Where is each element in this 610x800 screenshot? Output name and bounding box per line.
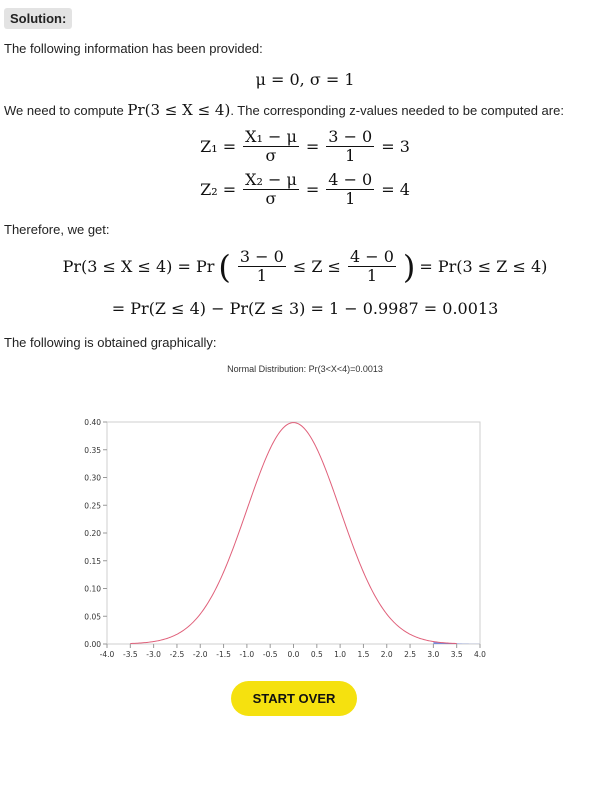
z2-equation xyxy=(0,171,610,208)
eq1-numerator-a: 3 − 0 xyxy=(239,247,284,266)
z2-result: = 4 xyxy=(381,180,410,199)
y-tick-label: 0.05 xyxy=(84,612,101,622)
solution-label: Solution: xyxy=(4,8,72,29)
x-tick-label: 1.5 xyxy=(357,650,370,659)
chart-title: Normal Distribution: Pr(3<X<4)=0.0013 xyxy=(227,364,383,374)
x-tick-label: 2.5 xyxy=(404,650,417,659)
eq1-numerator-b: 4 − 0 xyxy=(349,247,394,266)
z2-numerator-numeric: 4 − 0 xyxy=(328,170,373,189)
open-paren: ( xyxy=(218,247,231,286)
y-axis-ticks xyxy=(84,418,107,649)
eq1-fraction-a xyxy=(238,248,286,285)
equals-sign: = xyxy=(305,137,320,156)
x-tick-label: -0.5 xyxy=(262,650,278,659)
probability-equation-2: = Pr(Z ≤ 4) − Pr(Z ≤ 3) = 1 − 0.9987 = 0.0013 xyxy=(111,299,499,318)
x-tick-label: 3.5 xyxy=(450,650,463,659)
compute-line xyxy=(4,101,564,119)
compute-prefix: We need to compute xyxy=(4,103,124,118)
x-tick-label: -2.0 xyxy=(192,650,208,659)
x-tick-label: 0.0 xyxy=(287,650,300,659)
z2-numerator-symbolic: X₂ − μ xyxy=(245,170,297,189)
y-tick-label: 0.15 xyxy=(84,556,101,566)
x-tick-label: -1.0 xyxy=(239,650,255,659)
x-tick-label: -4.0 xyxy=(99,650,115,659)
z1-fraction-symbolic xyxy=(243,128,299,165)
y-tick-label: 0.20 xyxy=(84,529,101,538)
y-tick-label: 0.35 xyxy=(84,445,101,455)
z1-numerator-symbolic: X₁ − μ xyxy=(245,127,297,146)
x-tick-label: -3.5 xyxy=(122,650,138,659)
eq1-fraction-b xyxy=(348,248,396,285)
x-tick-label: -1.5 xyxy=(216,650,231,659)
y-tick-label: 0.25 xyxy=(84,501,101,511)
y-tick-label: 0.40 xyxy=(84,418,101,427)
x-tick-label: 4.0 xyxy=(474,650,486,659)
eq1-denominator-b: 1 xyxy=(366,266,377,285)
x-tick-label: -2.5 xyxy=(169,650,185,659)
z2-lhs: Z₂ = xyxy=(200,180,237,199)
normal-curve-line xyxy=(130,423,456,644)
eq1-middle: ≤ Z ≤ xyxy=(292,257,341,276)
compute-expression: Pr(3 ≤ X ≤ 4) xyxy=(127,101,231,119)
eq1-denominator-a: 1 xyxy=(256,266,267,285)
z1-result: = 3 xyxy=(381,137,410,156)
z1-numerator-numeric: 3 − 0 xyxy=(328,127,373,146)
z1-denominator-symbolic: σ xyxy=(265,146,277,165)
x-tick-label: -3.0 xyxy=(146,650,161,659)
x-tick-label: 0.5 xyxy=(310,650,323,659)
z2-fraction-symbolic xyxy=(243,171,299,208)
z1-denominator-numeric: 1 xyxy=(345,146,356,165)
given-values: μ = 0, σ = 1 xyxy=(255,70,355,89)
x-axis-ticks xyxy=(100,644,487,659)
graph-intro-text: The following is obtained graphically: xyxy=(4,335,217,350)
z1-equation xyxy=(0,128,610,165)
z2-fraction-numeric xyxy=(326,171,374,208)
equals-sign: = xyxy=(305,180,320,199)
z1-fraction-numeric xyxy=(326,128,374,165)
therefore-text: Therefore, we get: xyxy=(4,222,110,237)
eq1-rhs: = Pr(3 ≤ Z ≤ 4) xyxy=(419,257,548,276)
eq1-lhs: Pr(3 ≤ X ≤ 4) = Pr xyxy=(62,257,215,276)
x-tick-label: 1.0 xyxy=(334,650,347,659)
start-over-button[interactable]: START OVER xyxy=(231,681,357,716)
normal-distribution-chart xyxy=(0,400,610,670)
x-tick-label: 3.0 xyxy=(427,650,440,659)
compute-suffix: . The corresponding z-values needed to be computed are: xyxy=(230,103,564,118)
intro-text: The following information has been provided: xyxy=(4,41,263,56)
close-paren: ) xyxy=(402,247,416,286)
z2-denominator-numeric: 1 xyxy=(345,189,356,208)
z2-denominator-symbolic: σ xyxy=(265,189,277,208)
probability-equation-1 xyxy=(0,248,610,285)
y-tick-label: 0.10 xyxy=(84,584,101,594)
x-tick-label: 2.0 xyxy=(380,650,393,659)
y-tick-label: 0.30 xyxy=(84,473,101,483)
z1-lhs: Z₁ = xyxy=(200,137,237,156)
y-tick-label: 0.00 xyxy=(84,640,101,649)
plot-area-frame xyxy=(107,422,480,644)
